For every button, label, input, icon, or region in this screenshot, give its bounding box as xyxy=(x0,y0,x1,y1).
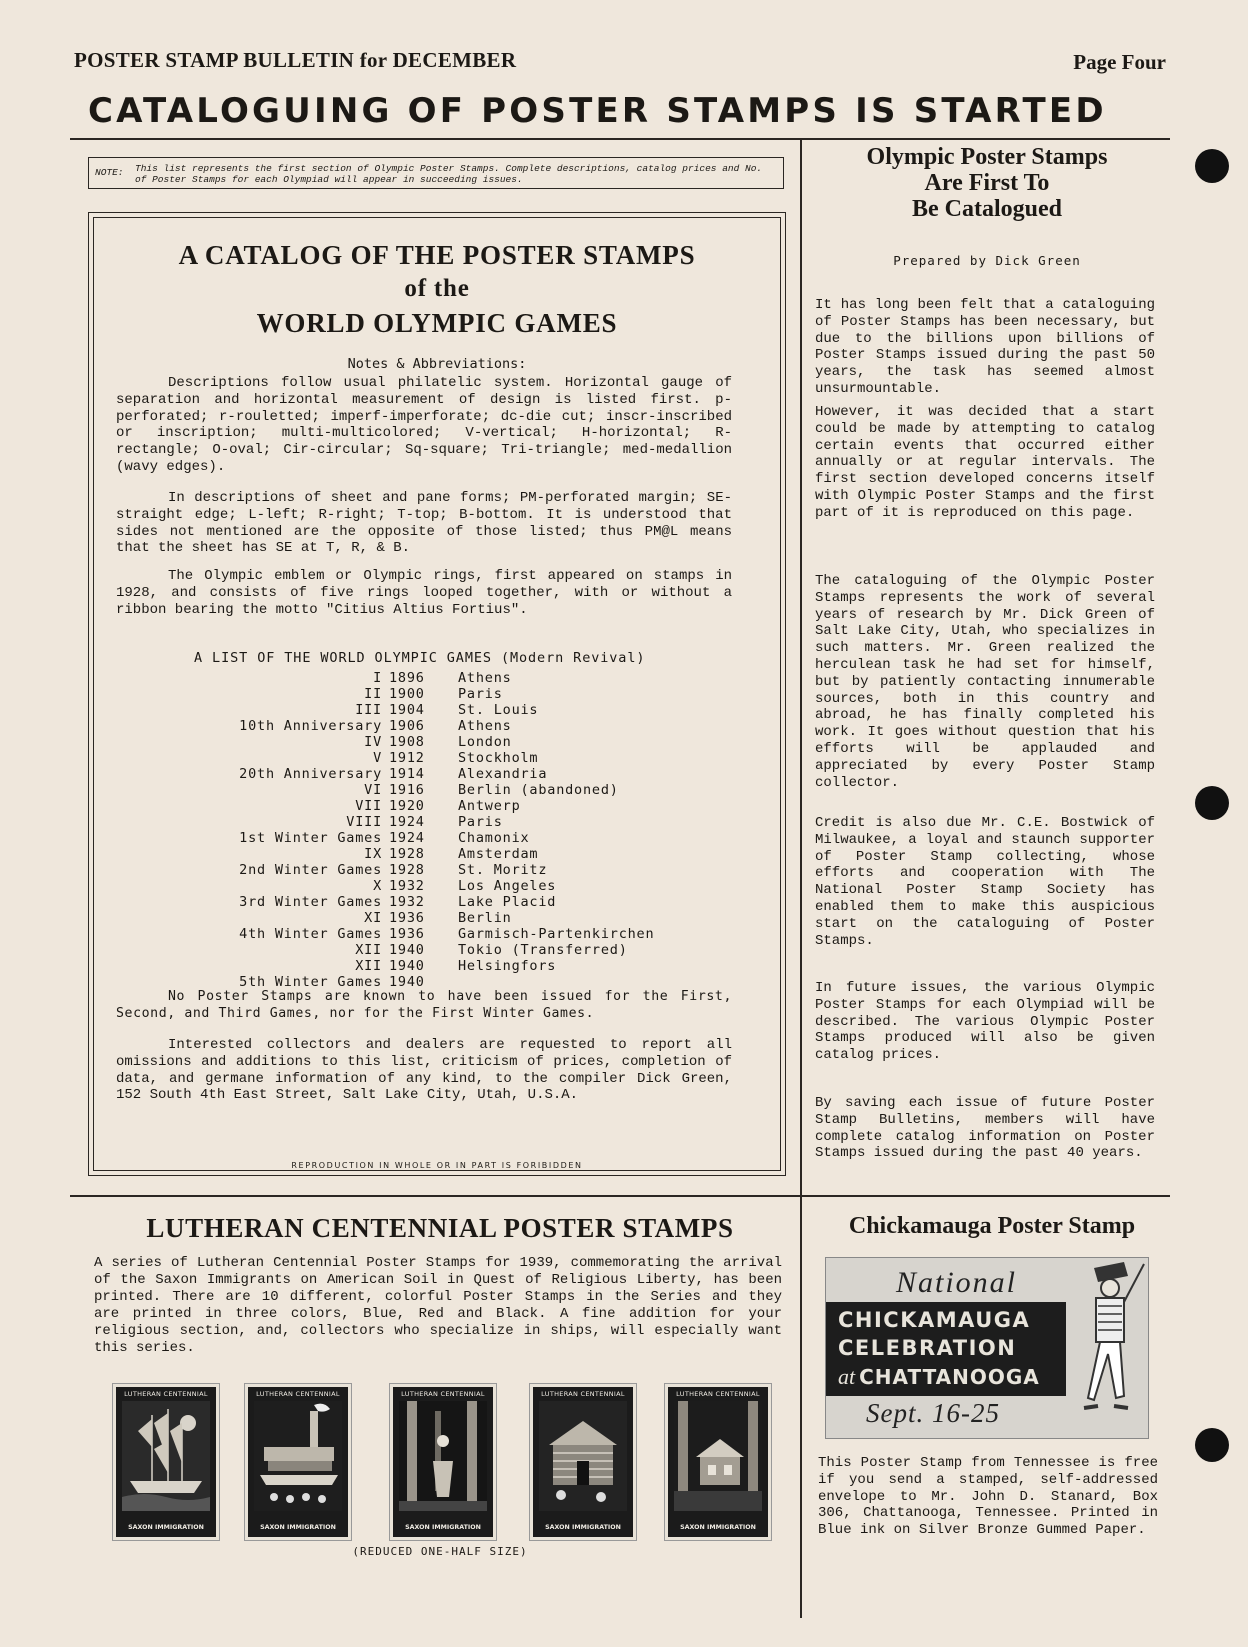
games-number: 20th Anniversary xyxy=(239,766,382,782)
olympic-headline-line: Be Catalogued xyxy=(912,196,1062,222)
stamp-bottom-text: SAXON IMMIGRATION xyxy=(405,1524,481,1531)
games-place: Alexandria xyxy=(458,766,548,782)
games-number: XII xyxy=(355,942,382,958)
drummer-illustration xyxy=(1064,1258,1148,1438)
games-year: 1940 xyxy=(389,974,425,990)
games-row xyxy=(94,782,780,799)
punch-hole xyxy=(1195,149,1229,183)
catalog-inner-frame xyxy=(93,217,781,1171)
games-list-heading: A LIST OF THE WORLD OLYMPIC GAMES (Modern Revival) xyxy=(194,650,646,666)
games-number: X xyxy=(373,878,382,894)
stamp-top-text: LUTHERAN CENTENNIAL xyxy=(541,1390,625,1398)
games-number: 2nd Winter Games xyxy=(239,862,382,878)
games-year: 1936 xyxy=(389,926,425,942)
games-place: Berlin (abandoned) xyxy=(458,782,619,798)
games-number: XI xyxy=(364,910,382,926)
games-number: II xyxy=(364,686,382,702)
games-row xyxy=(94,798,780,815)
games-place: Amsterdam xyxy=(458,846,539,862)
games-row xyxy=(94,814,780,831)
games-year: 1912 xyxy=(389,750,425,766)
steamboat-illustration xyxy=(254,1401,342,1511)
reduced-size-caption: (REDUCED ONE-HALF SIZE) xyxy=(352,1545,528,1558)
catalog-box xyxy=(88,212,786,1176)
games-year: 1940 xyxy=(389,942,425,958)
games-place: St. Moritz xyxy=(458,862,548,878)
catalog-title-games: WORLD OLYMPIC GAMES xyxy=(256,308,618,338)
note-text: This list represents the first section of Olympic Poster Stamps. Complete descriptions, catalog prices and No. of Poster Stamps for each Olympiad will appear in succeeding issues. xyxy=(135,163,763,185)
stamp-at-chattanooga xyxy=(838,1364,1040,1390)
lutheran-stamp-forest xyxy=(390,1384,496,1540)
games-place: Tokio (Transferred) xyxy=(458,942,628,958)
games-place: London xyxy=(458,734,512,750)
games-place: Paris xyxy=(458,814,503,830)
games-row xyxy=(94,894,780,911)
notes-para-2: In descriptions of sheet and pane forms; PM-perforated margin; SE-straight edge; L-left; R-right; T-top; B-bottom. It is understood that sides not mentioned are the opposite of those listed; thus PM@L means that the sheet has SE at T, R, & B. xyxy=(116,490,732,557)
olympic-headline-line: Olympic Poster Stamps xyxy=(866,144,1108,170)
column-divider xyxy=(800,138,802,1618)
log-cabin-illustration xyxy=(539,1401,627,1511)
games-year: 1924 xyxy=(389,830,425,846)
games-number: XII xyxy=(355,958,382,974)
olympic-article-headline xyxy=(808,144,1166,222)
games-place: Paris xyxy=(458,686,503,702)
games-place: Chamonix xyxy=(458,830,530,846)
games-row xyxy=(94,718,780,735)
games-year: 1932 xyxy=(389,894,425,910)
games-number: 3rd Winter Games xyxy=(239,894,382,910)
stamp-national: National xyxy=(896,1266,1018,1299)
games-row xyxy=(94,942,780,959)
games-number: 4th Winter Games xyxy=(239,926,382,942)
games-place: Lake Placid xyxy=(458,894,557,910)
note-label: NOTE: xyxy=(95,167,124,178)
games-row xyxy=(94,702,780,719)
games-number: V xyxy=(373,750,382,766)
games-row xyxy=(94,878,780,895)
no-stamps-note: No Poster Stamps are known to have been issued for the First, Second, and Third Games, nor for the First Winter Games. xyxy=(116,989,732,1021)
stamp-bottom-text: SAXON IMMIGRATION xyxy=(545,1524,621,1531)
games-year: 1916 xyxy=(389,782,425,798)
games-row xyxy=(94,846,780,863)
games-year: 1940 xyxy=(389,958,425,974)
main-headline: CATALOGUING OF POSTER STAMPS IS STARTED xyxy=(88,91,1107,131)
stamp-top-text: LUTHERAN CENTENNIAL xyxy=(124,1390,208,1398)
games-number: I xyxy=(373,670,382,686)
stamp-chattanooga: CHATTANOOGA xyxy=(859,1365,1040,1389)
stamp-top-text: LUTHERAN CENTENNIAL xyxy=(676,1390,760,1398)
notes-heading: Notes & Abbreviations: xyxy=(347,356,527,372)
church-illustration xyxy=(674,1401,762,1511)
stamp-at: at xyxy=(838,1364,856,1389)
olympic-headline-line: Are First To xyxy=(924,170,1050,196)
games-number: 1st Winter Games xyxy=(239,830,382,846)
games-place: Los Angeles xyxy=(458,878,557,894)
games-row xyxy=(94,766,780,783)
stamp-bottom-text: SAXON IMMIGRATION xyxy=(260,1524,336,1531)
punch-hole xyxy=(1195,1428,1229,1462)
article-para-1: It has long been felt that a cataloguing of Poster Stamps has been necessary, but due to the billions upon billions of Poster Stamps issued during the past 50 years, the task has seemed almost unsurmountable. xyxy=(815,297,1155,397)
stamp-chickamauga: CHICKAMAUGA xyxy=(838,1308,1031,1332)
lutheran-body: A series of Lutheran Centennial Poster Stamps for 1939, commemorating the arrival of the Saxon Immigrants on American Soil in Quest of Religious Liberty, has been printed. There are 10 different, colorful Poster Stamps in the Series and they are printed in three colors, Blue, Red and Black. A fine addition for your religious section, and, collectors who specialize in ships, will especially want this series. xyxy=(94,1255,782,1356)
games-year: 1904 xyxy=(389,702,425,718)
games-row xyxy=(94,862,780,879)
notes-para-1: Descriptions follow usual philatelic system. Horizontal gauge of separation and horizontal measurement of design is listed first. p-perforated; r-rouletted; imperf-imperforate; dc-die cut; inscr-inscribed or inscription; multi-multicolored; V-vertical; H-horizontal; R-rectangle; O-oval; Cir-circular; Sq-square; Tri-triangle; med-medallion (wavy edges). xyxy=(116,375,732,475)
games-year: 1932 xyxy=(389,878,425,894)
catalog-title: A CATALOG OF THE POSTER STAMPS xyxy=(178,240,696,270)
stamp-top-text: LUTHERAN CENTENNIAL xyxy=(401,1390,485,1398)
games-row xyxy=(94,734,780,751)
games-year: 1896 xyxy=(389,670,425,686)
games-place: Athens xyxy=(458,670,512,686)
reproduction-notice: REPRODUCTION IN WHOLE OR IN PART IS FORIBIDDEN xyxy=(291,1161,583,1170)
games-year: 1936 xyxy=(389,910,425,926)
notes-para-3: The Olympic emblem or Olympic rings, first appeared on stamps in 1928, and consists of five rings looped together, with or without a ribbon bearing the motto "Citius Altius Fortius". xyxy=(116,568,732,618)
lutheran-headline: LUTHERAN CENTENNIAL POSTER STAMPS xyxy=(146,1213,734,1243)
games-year: 1924 xyxy=(389,814,425,830)
games-year: 1920 xyxy=(389,798,425,814)
article-para-6: By saving each issue of future Poster Stamp Bulletins, members will have complete catalog information on Poster Stamps issued during the past 40 years. xyxy=(815,1095,1155,1162)
lutheran-stamp-ship xyxy=(113,1384,219,1540)
games-number: IX xyxy=(364,846,382,862)
byline: Prepared by Dick Green xyxy=(893,253,1081,268)
games-row xyxy=(94,958,780,975)
lutheran-stamp-church xyxy=(665,1384,771,1540)
punch-hole xyxy=(1195,786,1229,820)
catalog-title-of: of the xyxy=(404,275,470,302)
chickamauga-body: This Poster Stamp from Tennessee is free if you send a stamped, self-addressed envelope to Mr. John D. Stanard, Box 306, Chattanooga, Tennessee. Printed in Blue ink on Silver Bronze Gummed Paper. xyxy=(818,1455,1158,1539)
games-place: Berlin xyxy=(458,910,512,926)
games-year: 1928 xyxy=(389,846,425,862)
games-number: 5th Winter Games xyxy=(239,974,382,990)
games-row xyxy=(94,910,780,927)
games-year: 1914 xyxy=(389,766,425,782)
games-row xyxy=(94,830,780,847)
games-number: VII xyxy=(355,798,382,814)
stamp-celebration: CELEBRATION xyxy=(838,1336,1017,1360)
page-number: Page Four xyxy=(1073,50,1166,74)
article-para-3: The cataloguing of the Olympic Poster Stamps represents the work of several years of research by Mr. Dick Green of Salt Lake City, Utah, who specializes in such matters. Mr. Green realized the herculean task he had set for himself, but by patiently contacting innumerable sources, both in this country and abroad, he has finally completed his work. It goes without question that his efforts will be applauded and appreciated by every Poster Stamp collector. xyxy=(815,573,1155,791)
headline-rule xyxy=(70,138,1170,140)
article-para-2: However, it was decided that a start could be made by attempting to catalog certain events that occurred either annually or at regular intervals. The first section developed concerns itself with Olympic Poster Stamps and the first part of it is reproduced on this page. xyxy=(815,404,1155,521)
games-year: 1900 xyxy=(389,686,425,702)
games-place: Athens xyxy=(458,718,512,734)
stamp-banner xyxy=(826,1302,1066,1396)
games-number: VIII xyxy=(346,814,382,830)
games-year: 1908 xyxy=(389,734,425,750)
article-para-4: Credit is also due Mr. C.E. Bostwick of Milwaukee, a loyal and staunch supporter of Poster Stamp collecting, whose efforts and cooperation with The National Poster Stamp Society has enabled them to make this auspicious start on the cataloguing of Poster Stamps. xyxy=(815,815,1155,949)
games-place: Stockholm xyxy=(458,750,539,766)
stamp-top-text: LUTHERAN CENTENNIAL xyxy=(256,1390,340,1398)
bulletin-title: POSTER STAMP BULLETIN for DECEMBER xyxy=(74,48,517,72)
section-divider xyxy=(70,1195,1170,1197)
games-place: Helsingfors xyxy=(458,958,557,974)
games-year: 1928 xyxy=(389,862,425,878)
forest-illustration xyxy=(399,1401,487,1511)
games-number: VI xyxy=(364,782,382,798)
games-row xyxy=(94,686,780,703)
games-row xyxy=(94,926,780,943)
games-number: III xyxy=(355,702,382,718)
games-place: Garmisch-Partenkirchen xyxy=(458,926,655,942)
games-place: St. Louis xyxy=(458,702,539,718)
stamp-dates: Sept. 16-25 xyxy=(866,1398,1000,1428)
collectors-request: Interested collectors and dealers are requested to report all omissions and additions to this list, criticism of prices, completion of data, and germane information of any kind, to the compiler Dick Green, 152 South 4th East Street, Salt Lake City, Utah, U.S.A. xyxy=(116,1037,732,1104)
games-row xyxy=(94,670,780,687)
chickamauga-headline: Chickamauga Poster Stamp xyxy=(848,1213,1136,1239)
games-place: Antwerp xyxy=(458,798,521,814)
note-box xyxy=(88,157,784,189)
lutheran-stamp-steamer xyxy=(245,1384,351,1540)
stamp-bottom-text: SAXON IMMIGRATION xyxy=(128,1524,204,1531)
games-number: IV xyxy=(364,734,382,750)
article-para-5: In future issues, the various Olympic Poster Stamps for each Olympiad will be described. The various Olympic Poster Stamps produced will also be given catalog prices. xyxy=(815,980,1155,1064)
ship-illustration xyxy=(122,1401,210,1511)
chickamauga-stamp xyxy=(825,1257,1149,1439)
stamp-bottom-text: SAXON IMMIGRATION xyxy=(680,1524,756,1531)
games-row xyxy=(94,750,780,767)
games-year: 1906 xyxy=(389,718,425,734)
lutheran-stamp-cabin xyxy=(530,1384,636,1540)
games-number: 10th Anniversary xyxy=(239,718,382,734)
